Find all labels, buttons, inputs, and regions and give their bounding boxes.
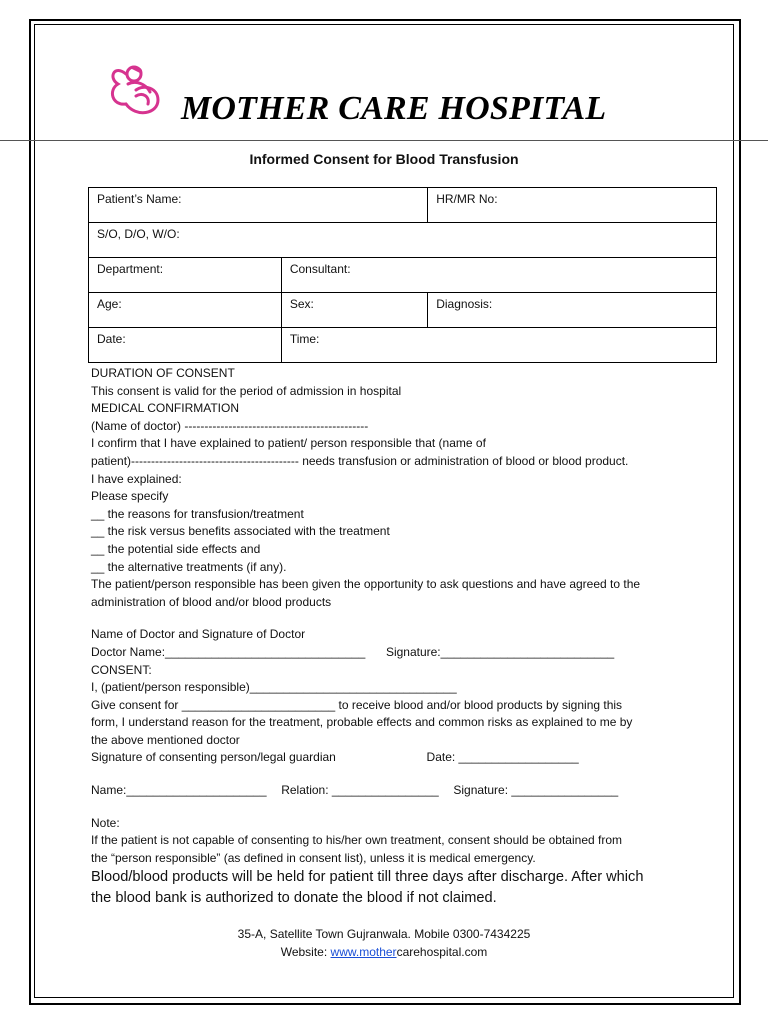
confirm-line-2: patient)------------------------------------------ needs transfusion or administration of blood or blood product. [91,453,629,468]
retention-notice-2: the blood bank is authorized to donate the blood if not claimed. [91,889,497,906]
opportunity-line-2: administration of blood and/or blood products [91,594,332,609]
opportunity-line-1: The patient/person responsible has been given the opportunity to ask questions and have agreed to the [91,577,641,592]
doctor-name-line: (Name of doctor) ---------------------------------------------- [91,418,369,433]
relation-field[interactable]: S/O, D/O, W/O: [89,223,717,258]
explained-line: I have explained: [91,471,182,486]
confirm-line-1: I confirm that I have explained to patient/ person responsible that (name of [91,436,486,451]
mother-child-logo-icon [106,60,168,122]
patient-info-table [88,187,717,363]
age-field[interactable]: Age: [89,293,282,328]
doctor-signature-blank[interactable]: Signature:__________________________ [385,644,615,659]
website-rest: carehospital.com [396,944,488,959]
name-relation-signature-row [91,782,731,800]
guardian-date-blank[interactable]: Date: __________________ [426,750,579,765]
consent-line-3: the above mentioned doctor [91,732,240,747]
duration-text: This consent is valid for the period of admission in hospital [91,383,402,398]
footer-address: 35-A, Satellite Town Gujranwala. Mobile 0300-7434225 [237,927,531,941]
header-divider [0,140,768,141]
checklist-item[interactable]: __ the risk versus benefits associated with the treatment [91,524,390,539]
consultant-field[interactable]: Consultant: [281,258,716,293]
hr-mr-no-field[interactable]: HR/MR No: [428,188,717,223]
relation-blank[interactable]: Relation: ________________ [281,783,439,798]
signature-blank[interactable]: Signature: ________________ [453,783,619,798]
footer-website [0,944,768,962]
form-title: Informed Consent for Blood Transfusion [249,151,519,167]
medical-confirmation-heading: MEDICAL CONFIRMATION [91,401,240,416]
website-label: Website: [280,944,331,959]
diagnosis-field[interactable]: Diagnosis: [428,293,717,328]
doctor-signature-row [91,644,731,662]
sex-field[interactable]: Sex: [281,293,427,328]
patient-responsible-blank[interactable]: I, (patient/person responsible)_______________________________ [91,680,457,695]
consent-heading: CONSENT: [91,662,152,677]
specify-line: Please specify [91,489,169,504]
retention-notice-1: Blood/blood products will be held for patient till three days after discharge. After which [91,869,644,886]
time-field[interactable]: Time: [281,328,716,363]
duration-heading: DURATION OF CONSENT [91,366,235,380]
consent-line-1: Give consent for _______________________ to receive blood and/or blood products by signing this [91,697,623,712]
footer [0,926,768,961]
checklist-item[interactable]: __ the potential side effects and [91,541,261,556]
doctor-signature-heading: Name of Doctor and Signature of Doctor [91,627,306,642]
website-link[interactable]: www.mother [330,944,397,959]
doctor-name-blank[interactable]: Doctor Name:______________________________ [91,644,366,659]
consent-body [91,365,731,908]
checklist-item[interactable]: __ the reasons for transfusion/treatment [91,506,304,521]
checklist-item[interactable]: __ the alternative treatments (if any). [91,559,287,574]
department-field[interactable]: Department: [89,258,282,293]
guardian-signature-label: Signature of consenting person/legal guardian [91,750,336,765]
patient-name-field[interactable]: Patient’s Name: [89,188,428,223]
note-label: Note: [91,815,120,830]
hospital-name: MOTHER CARE HOSPITAL [181,90,607,127]
consent-line-2: form, I understand reason for the treatment, probable effects and common risks as explained to me by [91,715,633,730]
note-line-2: the “person responsible” (as defined in consent list), unless it is medical emergency. [91,850,536,865]
date-field[interactable]: Date: [89,328,282,363]
note-line-1: If the patient is not capable of consenting to his/her own treatment, consent should be obtained from [91,833,622,848]
guardian-signature-row [91,749,731,767]
name-blank[interactable]: Name:_____________________ [91,783,267,798]
